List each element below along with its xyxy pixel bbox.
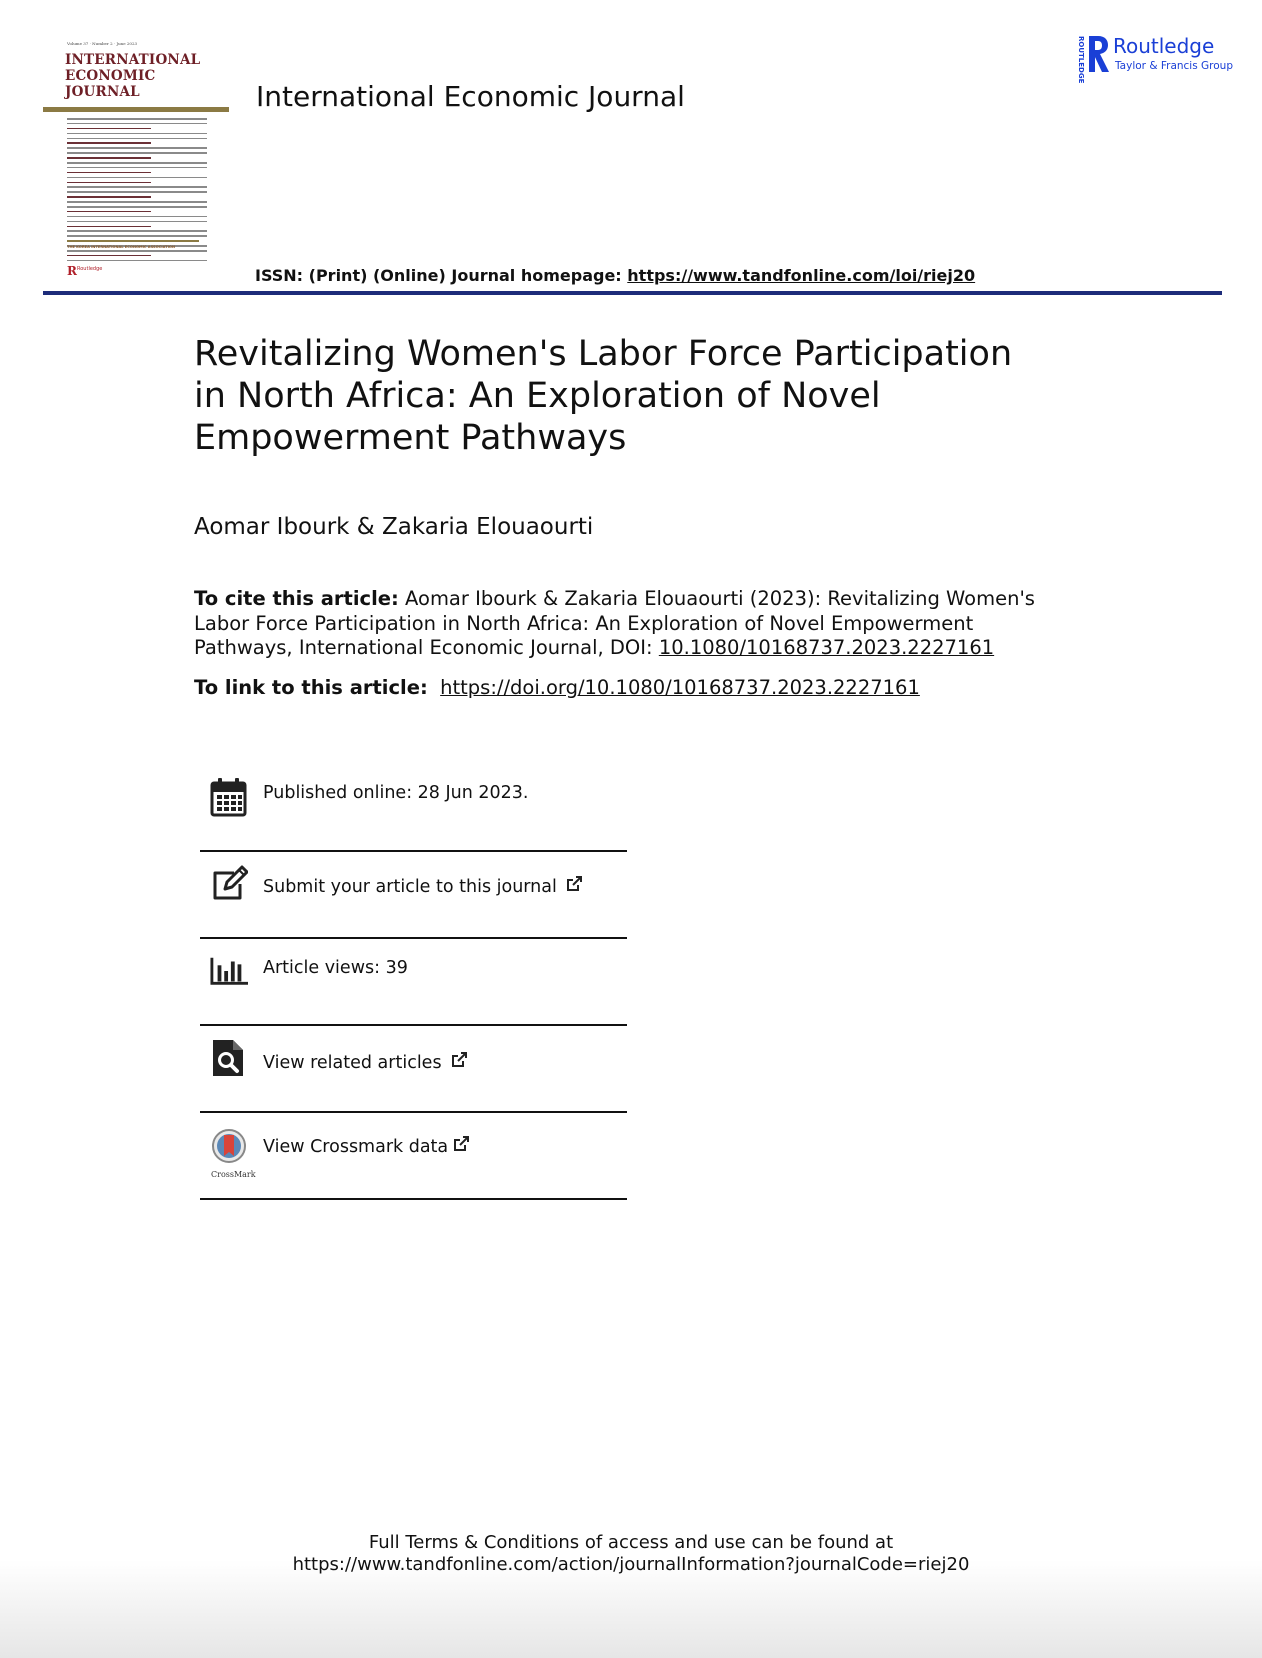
external-link-icon [452,1135,470,1153]
citation-block [194,587,1054,661]
issn-label: ISSN: (Print) (Online) Journal homepage: [255,266,628,285]
journal-homepage-link[interactable]: https://www.tandfonline.com/loi/riej20 [627,266,976,285]
link-label: To link to this article: [194,676,428,699]
edit-icon [210,864,248,904]
article-title: Revitalizing Women's Labor Force Participation in North Africa: An Exploration of Novel Empowerment Pathways [194,334,1013,458]
crossmark-item[interactable] [200,1113,627,1200]
cover-association: THE KOREA INTERNATIONAL ECONOMIC ASSOCIATION [67,245,175,249]
article-authors: Aomar Ibourk & Zakaria Elouaourti [194,514,594,540]
logo-name: Routledge [1113,34,1215,58]
crossmark-row [263,1135,470,1157]
routledge-r-icon [1085,32,1111,76]
journal-cover-thumbnail [43,38,229,284]
article-views-text: Article views: 39 [263,958,408,978]
article-views-item [200,939,627,1026]
routledge-logo[interactable] [1075,32,1233,84]
logo-vertical-text: ROUTLEDGE [1077,36,1085,84]
document-search-icon [210,1038,248,1078]
journal-name: International Economic Journal [256,80,685,113]
footer-terms [0,1532,1262,1576]
external-link-icon [450,1051,468,1069]
cite-label: To cite this article: [194,587,399,610]
cover-title-line: JOURNAL [65,84,140,100]
crossmark-caption: CrossMark [211,1170,256,1179]
calendar-icon [210,777,248,817]
header-divider [43,291,1222,295]
submit-article-link[interactable]: Submit your article to this journal [263,877,557,897]
external-link-icon [565,875,583,893]
cover-rule-bottom [67,240,199,242]
published-online-text: Published online: 28 Jun 2023. [263,783,529,803]
footer-terms-link[interactable]: https://www.tandfonline.com/action/journalInformation?journalCode=riej20 [292,1554,970,1575]
crossmark-icon [210,1129,248,1169]
logo-subtitle: Taylor & Francis Group [1115,60,1233,72]
related-articles-link[interactable]: View related articles [263,1053,442,1073]
submit-article-item[interactable] [200,852,627,939]
article-actions-list [200,765,627,1200]
issn-line [255,266,975,285]
crossmark-link[interactable]: View Crossmark data [263,1137,449,1157]
doi-link[interactable]: 10.1080/10168737.2023.2227161 [658,636,995,659]
cover-title [65,52,225,100]
article-doi-url[interactable]: https://doi.org/10.1080/10168737.2023.2227161 [440,676,920,699]
related-articles-row [263,1051,468,1073]
cover-rule [43,107,229,112]
cover-publisher: Routledge [77,266,103,272]
related-articles-item[interactable] [200,1026,627,1113]
footer-line: Full Terms & Conditions of access and use can be found at [368,1532,894,1553]
cover-routledge-mark: R [67,264,77,278]
bar-chart-icon [210,951,248,991]
cover-contents-list [67,118,207,265]
cover-title-line: ECONOMIC [65,68,156,84]
cover-title-line: INTERNATIONAL [65,52,201,68]
published-online-item [200,765,627,852]
submit-article-row [263,875,583,897]
cover-volume-line: Volume 37 · Number 2 · June 2023 [67,41,138,46]
article-link-line [194,676,920,699]
cite-text: Aomar Ibourk & Zakaria Elouaourti (2023): Revitalizing Women's Labor Force Participation in North Africa: An Exploration of Novel Empowerment Pathways, International Economic Journal, DOI: [194,587,1035,659]
